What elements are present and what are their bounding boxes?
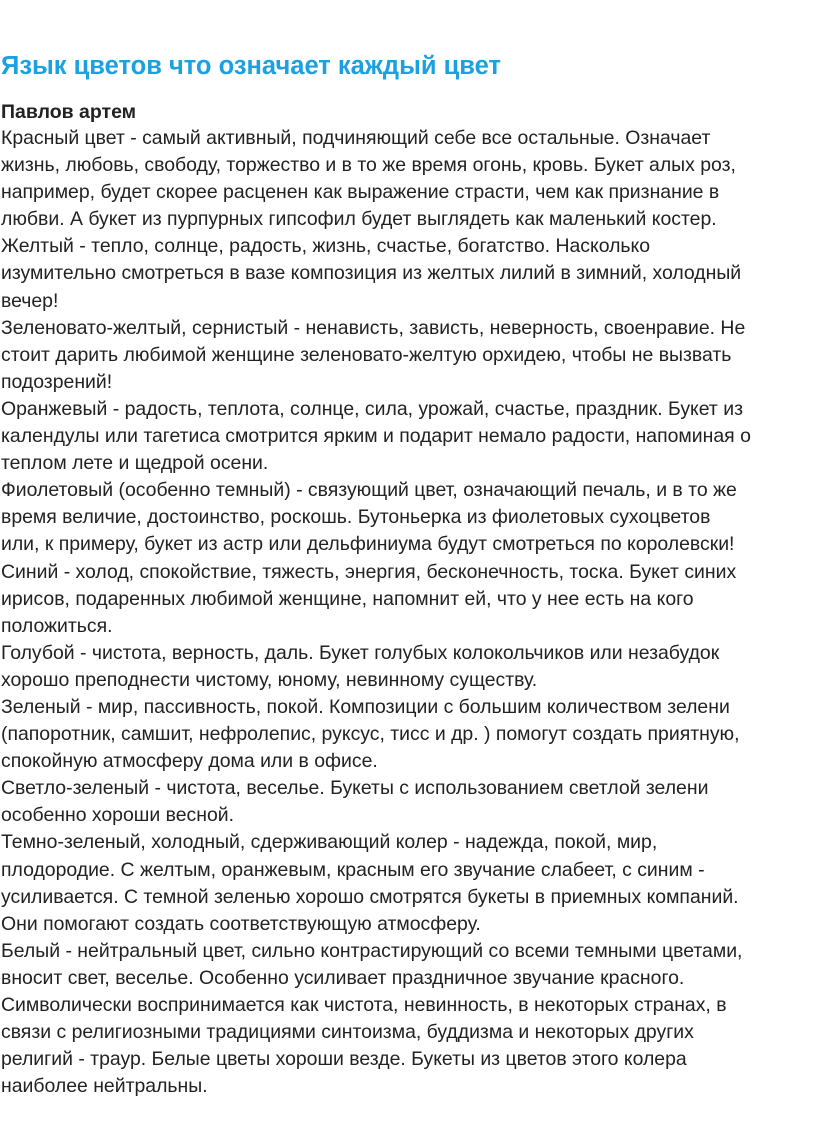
text-line: Белый - нейтральный цвет, сильно контрастирующий со всеми темными цветами, bbox=[1, 939, 743, 962]
text-line: Желтый - тепло, солнце, радость, жизнь, счастье, богатство. Насколько bbox=[1, 235, 651, 258]
text-line: вечер! bbox=[1, 289, 59, 312]
text-line: Светло-зеленый - чистота, веселье. Букеты с использованием светлой зелени bbox=[1, 777, 709, 800]
text-line: ирисов, подаренных любимой женщине, напомнит ей, что у нее есть на кого bbox=[1, 587, 694, 610]
text-line: вносит свет, веселье. Особенно усиливает праздничное звучание красного. bbox=[1, 966, 685, 989]
text-line: время величие, достоинство, роскошь. Бутоньерка из фиолетовых сухоцветов bbox=[1, 506, 711, 529]
text-line: связи с религиозными традициями синтоизма, буддизма и некоторых других bbox=[1, 1021, 694, 1044]
text-line: стоит дарить любимой женщине зеленовато-желтую орхидею, чтобы не вызвать bbox=[1, 343, 732, 366]
document-author: Павлов артем bbox=[1, 101, 137, 123]
text-line: усиливается. С темной зеленью хорошо смотрятся букеты в приемных компаний. bbox=[1, 885, 739, 908]
text-line: (папоротник, самшит, нефролепис, руксус, тисс и др. ) помогут создать приятную, bbox=[1, 723, 740, 746]
text-line: хорошо преподнести чистому, юному, невинному существу. bbox=[1, 668, 538, 691]
text-line: наиболее нейтральны. bbox=[1, 1075, 208, 1098]
text-line: спокойную атмосферу дома или в офисе. bbox=[1, 750, 378, 773]
text-line: Они помогают создать соответствующую атмосферу. bbox=[1, 912, 481, 935]
text-line: или, к примеру, букет из астр или дельфиниума будут смотреться по королевски! bbox=[1, 533, 735, 556]
text-line: теплом лете и щедрой осени. bbox=[1, 452, 269, 475]
text-line: Оранжевый - радость, теплота, солнце, сила, урожай, счастье, праздник. Букет из bbox=[1, 397, 743, 420]
text-line: Голубой - чистота, верность, даль. Букет голубых колокольчиков или незабудок bbox=[1, 641, 720, 664]
document-body bbox=[1, 125, 816, 1100]
text-line: Красный цвет - самый активный, подчиняющий себе все остальные. Означает bbox=[1, 127, 711, 149]
text-line: Символически воспринимается как чистота, невинность, в некоторых странах, в bbox=[1, 994, 727, 1016]
text-line: изумительно смотреться в вазе композиция из желтых лилий в зимний, холодный bbox=[1, 262, 742, 285]
text-line: религий - траур. Белые цветы хороши везде. Букеты из цветов этого колера bbox=[1, 1048, 687, 1071]
document-title: Язык цветов что означает каждый цвет bbox=[1, 52, 501, 80]
text-line: положиться. bbox=[1, 614, 113, 637]
text-line: Темно-зеленый, холодный, сдерживающий колер - надежда, покой, мир, bbox=[1, 831, 658, 854]
text-line: плодородие. С желтым, оранжевым, красным его звучание слабеет, с синим - bbox=[1, 858, 705, 881]
text-line: подозрений! bbox=[1, 370, 113, 393]
text-line: Фиолетовый (особенно темный) - связующий цвет, означающий печаль, и в то же bbox=[1, 479, 737, 502]
text-line: Синий - холод, спокойствие, тяжесть, энергия, бесконечность, тоска. Букет синих bbox=[1, 560, 737, 583]
text-line: например, будет скорее расценен как выражение страсти, чем как признание в bbox=[1, 181, 720, 204]
text-line: особенно хороши весной. bbox=[1, 804, 234, 827]
text-line: Зеленовато-желтый, сернистый - ненависть, зависть, неверность, своенравие. Не bbox=[1, 316, 746, 339]
text-line: жизнь, любовь, свободу, торжество и в то же время огонь, кровь. Букет алых роз, bbox=[1, 154, 736, 177]
text-line: Зеленый - мир, пассивность, покой. Композиции с большим количеством зелени bbox=[1, 695, 730, 718]
text-line: календулы или тагетиса смотрится ярким и подарит немало радости, напоминая о bbox=[1, 425, 751, 448]
text-line: любви. А букет из пурпурных гипсофил будет выглядеть как маленький костер. bbox=[1, 208, 717, 231]
